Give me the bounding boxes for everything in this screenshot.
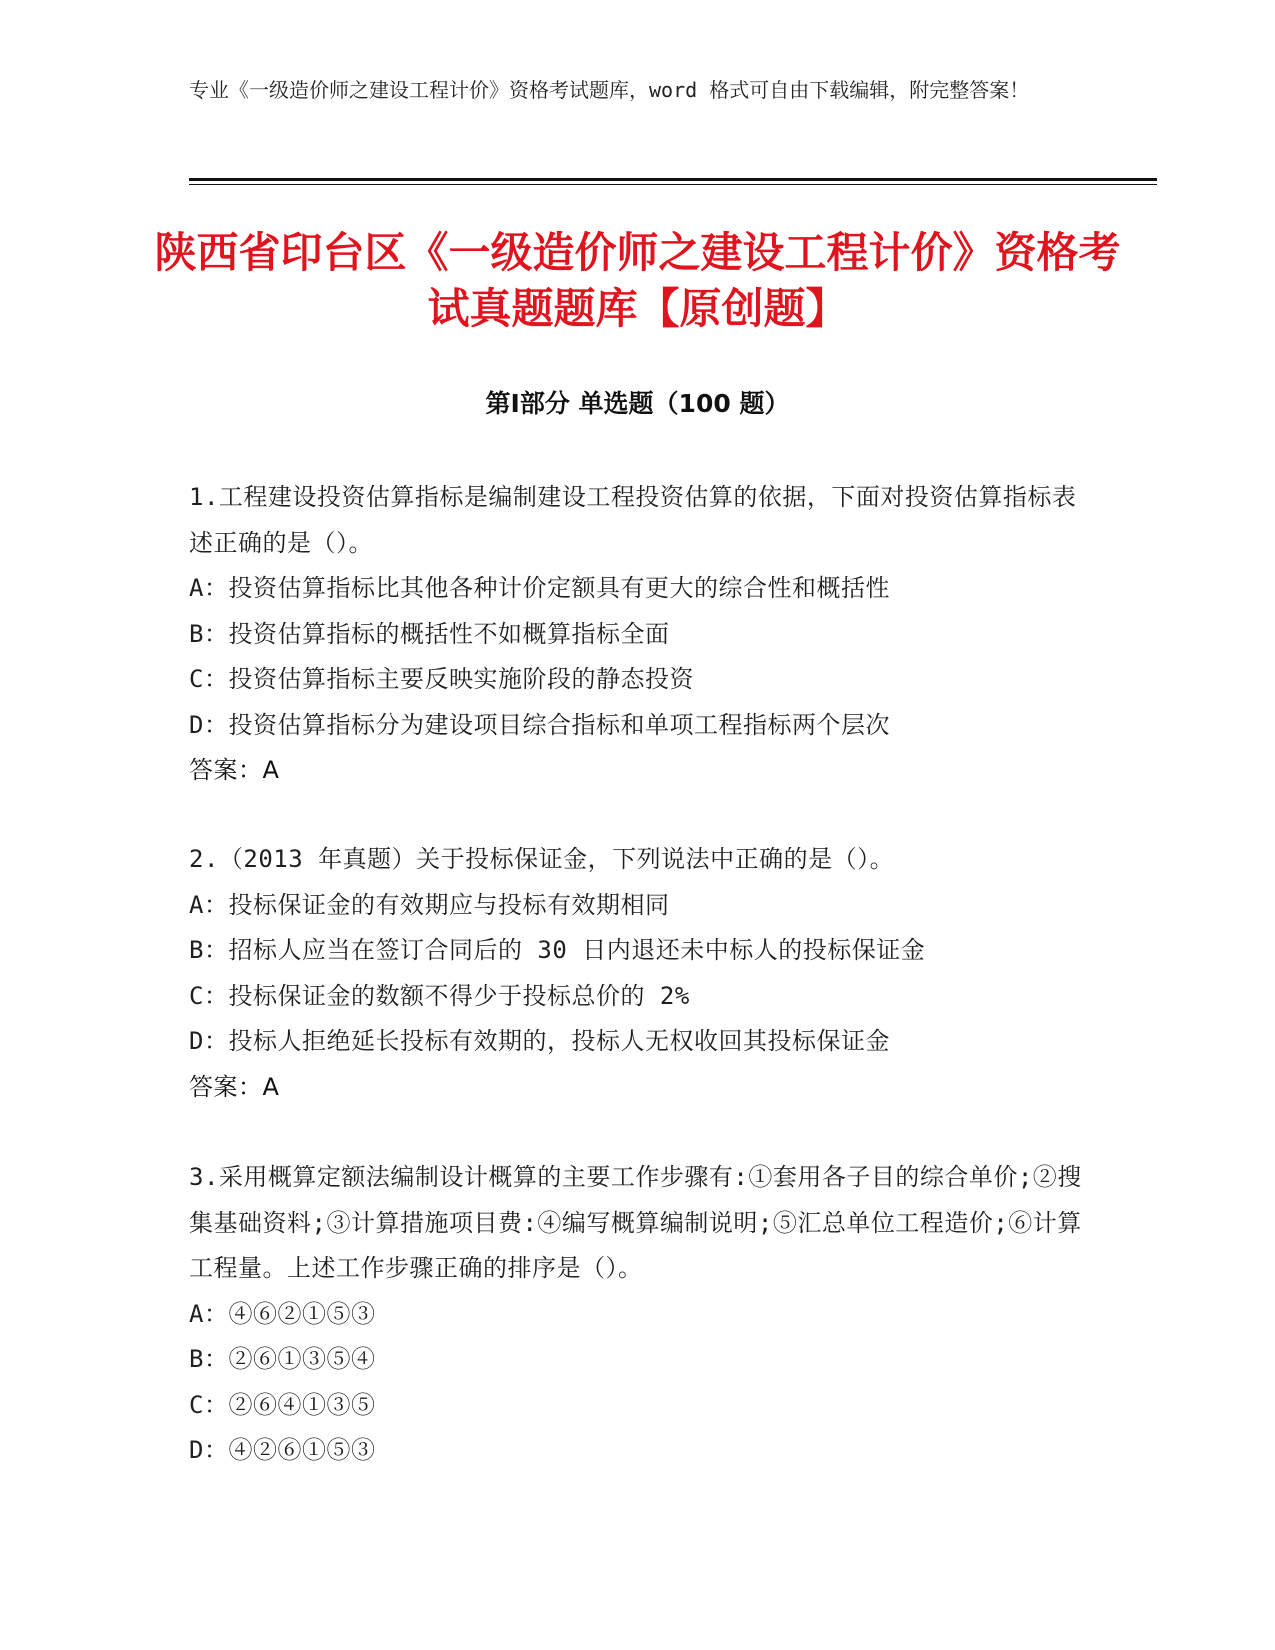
question-2 (189, 837, 1089, 1110)
option-a: A：④⑥②①⑤③ (189, 1299, 376, 1328)
option-c: C：②⑥④①③⑤ (189, 1390, 376, 1419)
question-stem: 1.工程建设投资估算指标是编制建设工程投资估算的依据，下面对投资估算指标表述正确的是（）。 (189, 483, 1077, 557)
option-d: D：投资估算指标分为建设项目综合指标和单项工程指标两个层次 (189, 710, 890, 739)
question-1 (189, 475, 1089, 794)
option-d: D：④②⑥①⑤③ (189, 1436, 376, 1464)
option-d: D：投标人拒绝延长投标有效期的，投标人无权收回其投标保证金 (189, 1027, 890, 1055)
question-stem: 2.（2013 年真题）关于投标保证金，下列说法中正确的是（）。 (189, 845, 895, 873)
option-b: B：②⑥①③⑤④ (189, 1345, 376, 1373)
document-title: 陕西省印台区《一级造价师之建设工程计价》资格考试真题题库【原创题】 (154, 228, 1121, 333)
header-note: 专业《一级造价师之建设工程计价》资格考试题库，word 格式可自由下载编辑，附完整答案！ (189, 78, 1030, 102)
option-a: A：投资估算指标比其他各种计价定额具有更大的综合性和概括性 (189, 574, 890, 602)
section-title: 第Ⅰ部分 单选题（100 题） (485, 389, 790, 418)
answer: 答案：A (189, 1072, 280, 1101)
header-divider-thick (189, 178, 1157, 181)
option-a: A：投标保证金的有效期应与投标有效期相同 (189, 890, 670, 919)
question-3 (189, 1155, 1089, 1474)
option-b: B：投资估算指标的概括性不如概算指标全面 (189, 619, 670, 648)
option-c: C：投资估算指标主要反映实施阶段的静态投资 (189, 665, 694, 693)
answer: 答案：A (189, 756, 280, 784)
option-b: B：招标人应当在签订合同后的 30 日内退还未中标人的投标保证金 (189, 936, 926, 964)
option-c: C：投标保证金的数额不得少于投标总价的 2% (189, 981, 690, 1010)
header-divider-thin (189, 184, 1157, 185)
question-stem: 3.采用概算定额法编制设计概算的主要工作步骤有:①套用各子目的综合单价;②搜集基础资料;③计算措施项目费:④编写概算编制说明;⑤汇总单位工程造价;⑥计算工程量。上述工作步骤正确的排序是（）。 (189, 1163, 1082, 1282)
